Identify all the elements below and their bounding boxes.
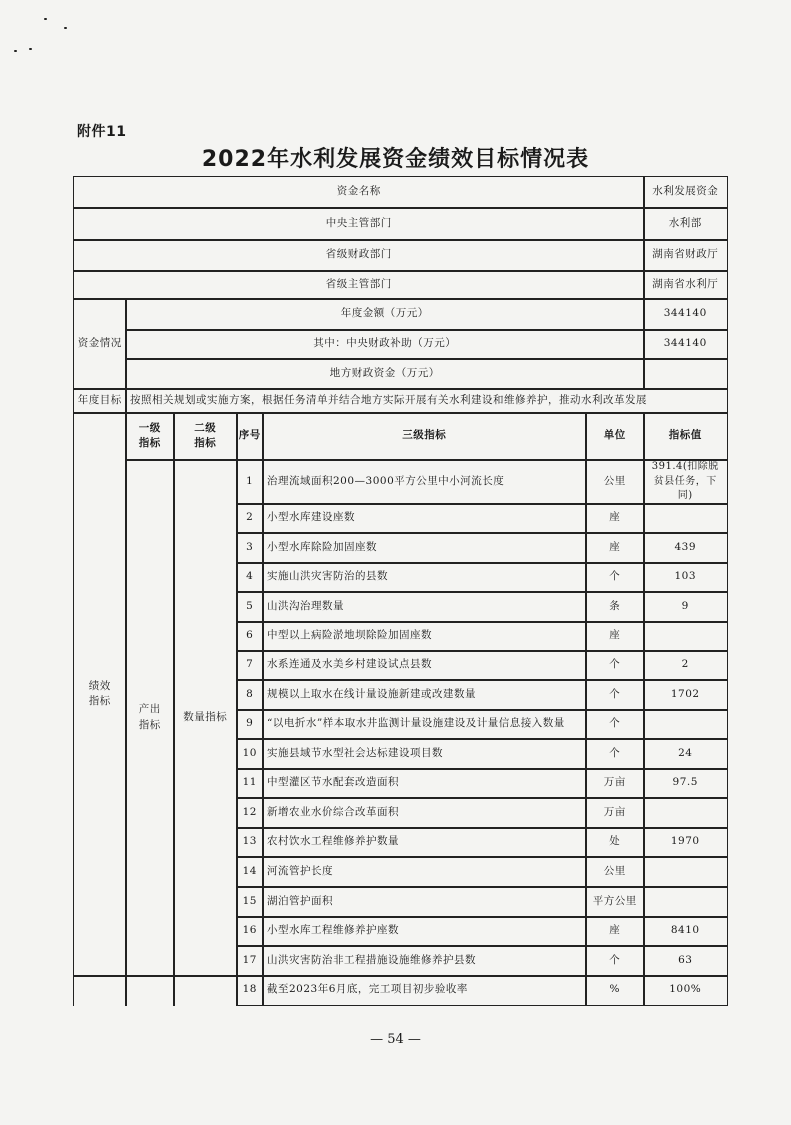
indicator-name: 治理流域面积200—3000平方公里中小河流长度: [262, 459, 587, 505]
indicator-seq: 12: [236, 797, 264, 829]
level1-indicator-continued: [125, 975, 175, 1006]
annual-goal-label: 年度目标: [73, 388, 127, 414]
indicator-seq: 11: [236, 768, 264, 799]
indicator-seq: 16: [236, 916, 264, 947]
level2-indicator-continued: [173, 975, 238, 1006]
header-level2: 二级 指标: [173, 412, 238, 461]
indicator-seq: 15: [236, 886, 264, 918]
document-title: 2022年水利发展资金绩效目标情况表: [201, 147, 590, 172]
indicator-seq: 13: [236, 827, 264, 858]
indicator-unit: 万亩: [585, 768, 645, 799]
indicator-seq: 6: [236, 621, 264, 652]
indicators-group-continued: [73, 975, 127, 1006]
header-seq: 序号: [236, 412, 264, 461]
indicator-unit: 公里: [585, 459, 645, 505]
indicator-unit: 万亩: [585, 797, 645, 829]
indicator-name: 新增农业水价综合改革面积: [262, 797, 587, 829]
indicator-unit: 座: [585, 532, 645, 564]
indicator-seq: 7: [236, 650, 264, 681]
indicator-seq: 3: [236, 532, 264, 564]
indicator-name: “以电折水”样本取水井监测计量设施建设及计量信息接入数量: [262, 709, 587, 740]
funds-value: 344140: [643, 298, 728, 331]
indicator-name: 湖泊管护面积: [262, 886, 587, 918]
performance-target-table: [73, 176, 726, 1013]
indicator-name: 实施山洪灾害防治的县数: [262, 562, 587, 593]
indicator-unit: 条: [585, 591, 645, 623]
info-value: 水利发展资金: [643, 176, 728, 209]
info-value: 水利部: [643, 207, 728, 241]
funds-label: 其中：中央财政补助（万元）: [125, 329, 645, 360]
indicator-name: 小型水库除险加固座数: [262, 532, 587, 564]
indicator-seq: 17: [236, 945, 264, 977]
indicator-value: 1970: [643, 827, 728, 858]
indicator-seq: 14: [236, 856, 264, 888]
indicator-seq: 5: [236, 591, 264, 623]
annual-goal-text: 按照相关规划或实施方案，根据任务清单并结合地方实际开展有关水利建设和维修养护，推动水利改革发展: [125, 388, 728, 414]
info-value: 湖南省水利厅: [643, 270, 728, 300]
indicator-seq: 2: [236, 503, 264, 534]
info-label: 中央主管部门: [73, 207, 645, 241]
indicator-value: 103: [643, 562, 728, 593]
header-level1: 一级 指标: [125, 412, 175, 461]
indicator-unit: 公里: [585, 856, 645, 888]
indicator-name: 小型水库建设座数: [262, 503, 587, 534]
indicator-value: [643, 503, 728, 534]
indicator-unit: 个: [585, 650, 645, 681]
indicator-value: 1702: [643, 679, 728, 711]
indicator-unit: 个: [585, 679, 645, 711]
scan-mark: [14, 50, 17, 52]
scan-mark: [64, 27, 67, 29]
funds-group-label: 资金情况: [73, 298, 127, 390]
scan-mark: [29, 48, 32, 50]
header-value: 指标值: [643, 412, 728, 461]
funds-value: 344140: [643, 329, 728, 360]
funds-value: [643, 358, 728, 390]
indicator-seq: 8: [236, 679, 264, 711]
indicators-group-label: 绩效 指标: [73, 412, 127, 977]
indicator-name: 河流管护长度: [262, 856, 587, 888]
info-label: 资金名称: [73, 176, 645, 209]
funds-label: 年度金额（万元）: [125, 298, 645, 331]
indicator-name: 农村饮水工程维修养护数量: [262, 827, 587, 858]
indicator-name: 中型灌区节水配套改造面积: [262, 768, 587, 799]
indicator-value: 97.5: [643, 768, 728, 799]
indicator-name: 水系连通及水美乡村建设试点县数: [262, 650, 587, 681]
indicator-value: 24: [643, 738, 728, 770]
indicator-name: 实施县域节水型社会达标建设项目数: [262, 738, 587, 770]
indicator-value: 439: [643, 532, 728, 564]
indicator-value: [643, 709, 728, 740]
indicator-value: 63: [643, 945, 728, 977]
indicator-value: 9: [643, 591, 728, 623]
indicator-name: 规模以上取水在线计量设施新建或改建数量: [262, 679, 587, 711]
attachment-label: 附件11: [77, 124, 127, 140]
header-level3: 三级指标: [262, 412, 587, 461]
indicator-seq: 9: [236, 709, 264, 740]
header-unit: 单位: [585, 412, 645, 461]
indicator-name: 山洪灾害防治非工程措施设施维修养护县数: [262, 945, 587, 977]
info-label: 省级财政部门: [73, 239, 645, 272]
indicator-name: 中型以上病险淤地坝除险加固座数: [262, 621, 587, 652]
indicator-value: 100%: [643, 975, 728, 1006]
indicator-unit: 座: [585, 621, 645, 652]
indicator-name: 小型水库工程维修养护座数: [262, 916, 587, 947]
indicator-seq: 18: [236, 975, 264, 1006]
page-number: — 54 —: [370, 1032, 421, 1047]
level2-indicator-label: 数量指标: [173, 459, 238, 977]
indicator-unit: 平方公里: [585, 886, 645, 918]
indicator-value: [643, 856, 728, 888]
indicator-value: 391.4(扣除脱贫县任务，下同): [643, 459, 728, 505]
indicator-value: [643, 797, 728, 829]
indicator-unit: 个: [585, 738, 645, 770]
indicator-unit: 个: [585, 562, 645, 593]
indicator-value: 8410: [643, 916, 728, 947]
funds-label: 地方财政资金（万元）: [125, 358, 645, 390]
info-label: 省级主管部门: [73, 270, 645, 300]
indicator-seq: 4: [236, 562, 264, 593]
indicator-seq: 10: [236, 738, 264, 770]
info-value: 湖南省财政厅: [643, 239, 728, 272]
indicator-unit: 处: [585, 827, 645, 858]
indicator-name: 山洪沟治理数量: [262, 591, 587, 623]
indicator-unit: 个: [585, 709, 645, 740]
indicator-unit: %: [585, 975, 645, 1006]
indicator-unit: 座: [585, 503, 645, 534]
indicator-name: 截至2023年6月底，完工项目初步验收率: [262, 975, 587, 1006]
scan-mark: [44, 18, 47, 20]
indicator-value: 2: [643, 650, 728, 681]
indicator-value: [643, 886, 728, 918]
level1-indicator-label: 产出 指标: [125, 459, 175, 977]
indicator-unit: 个: [585, 945, 645, 977]
indicator-unit: 座: [585, 916, 645, 947]
indicator-value: [643, 621, 728, 652]
indicator-seq: 1: [236, 459, 264, 505]
